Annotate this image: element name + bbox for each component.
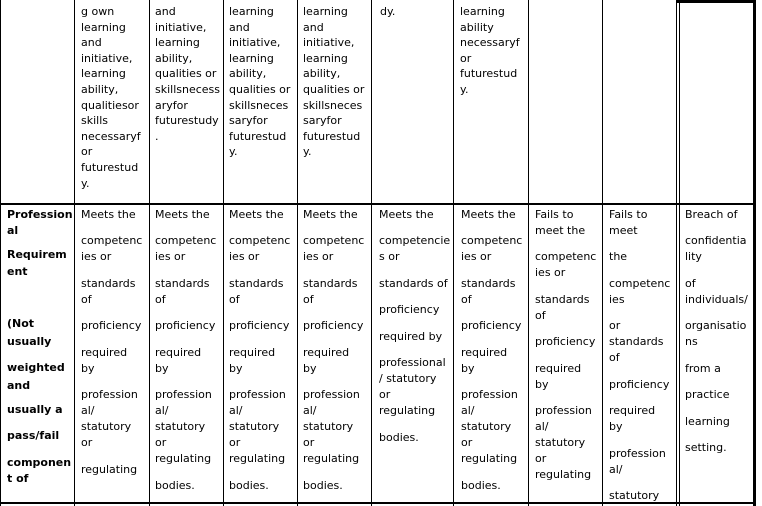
cell-line: bodies. xyxy=(303,479,343,492)
cell-line: competencie xyxy=(379,234,451,247)
cell-line: of xyxy=(609,351,620,364)
top-row-cell: g own learning and initiative, learning ability, qualitiesor skills necessaryf or futurestud y. xyxy=(81,5,141,190)
row-header-line: usually a xyxy=(7,403,63,416)
row-header-line: componen xyxy=(7,456,72,469)
cell-line: learning xyxy=(685,415,730,428)
top-row-cell: learning and initiative, learning ability, qualities or skillsneces saryfor futurestud y. xyxy=(303,5,365,159)
cell-line: or xyxy=(81,436,93,449)
cell-line: or xyxy=(535,452,547,465)
cell-line: required xyxy=(81,346,128,359)
cell-line: al/ xyxy=(229,404,243,417)
cell-line: regulating xyxy=(155,452,212,465)
cell-line: the xyxy=(609,250,628,263)
row-header-line: pass/fail xyxy=(7,429,60,442)
row-divider xyxy=(0,203,756,205)
cell-line: proficiency xyxy=(609,378,670,391)
cell-line: al/ xyxy=(609,463,623,476)
cell-line: profession xyxy=(81,388,138,401)
cell-line: al/ xyxy=(461,404,475,417)
row-header-line: Profession xyxy=(7,208,73,221)
cell-line: by xyxy=(303,362,317,375)
cell-line: statutory xyxy=(155,420,206,433)
cell-line: or xyxy=(229,436,241,449)
cell-line: competenc xyxy=(303,234,365,247)
cell-line: al/ xyxy=(81,404,95,417)
cell-line: proficiency xyxy=(303,319,364,332)
cell-line: required by xyxy=(379,330,443,343)
column-divider xyxy=(676,0,677,506)
cell-line: of xyxy=(685,277,696,290)
row-header-line: usually xyxy=(7,335,52,348)
cell-line: competenc xyxy=(461,234,523,247)
row-header-line: weighted xyxy=(7,361,65,374)
cell-line: Breach of xyxy=(685,208,738,221)
cell-line: ies or xyxy=(535,266,566,279)
cell-line: required xyxy=(535,362,582,375)
row-header-line: ent xyxy=(7,265,28,278)
cell-line: statutory xyxy=(535,436,586,449)
cell-line: lity xyxy=(685,250,702,263)
cell-line: or xyxy=(609,319,621,332)
cell-line: al/ xyxy=(535,420,549,433)
table-border-top xyxy=(677,0,756,3)
cell-line: organisatio xyxy=(685,319,747,332)
cell-line: standards xyxy=(461,277,516,290)
cell-line: ies or xyxy=(155,250,186,263)
column-divider xyxy=(679,0,680,506)
cell-line: confidentia xyxy=(685,234,747,247)
table-border-right xyxy=(753,0,756,506)
column-divider xyxy=(528,0,529,506)
column-divider xyxy=(297,0,298,506)
cell-line: Meets the xyxy=(303,208,358,221)
cell-line: standards xyxy=(81,277,136,290)
cell-line: meet xyxy=(609,224,638,237)
cell-line: Meets the xyxy=(461,208,516,221)
cell-line: or xyxy=(303,436,315,449)
cell-line: by xyxy=(155,362,169,375)
cell-line: from a xyxy=(685,362,721,375)
row-header-line: t of xyxy=(7,472,29,485)
top-row-cell: learning and initiative, learning ability, qualities or skillsneces saryfor futurestud y. xyxy=(229,5,291,159)
cell-line: proficiency xyxy=(461,319,522,332)
cell-line: regulating xyxy=(303,452,360,465)
cell-line: al/ xyxy=(155,404,169,417)
cell-line: s or xyxy=(379,250,400,263)
column-divider xyxy=(602,0,603,506)
cell-line: al/ xyxy=(303,404,317,417)
cell-line: profession xyxy=(303,388,360,401)
table-border-left xyxy=(0,0,1,506)
cell-line: ies or xyxy=(461,250,492,263)
cell-line: profession xyxy=(461,388,518,401)
cell-line: required xyxy=(303,346,350,359)
cell-line: required xyxy=(609,404,656,417)
cell-line: by xyxy=(535,378,549,391)
cell-line: of xyxy=(461,293,472,306)
cell-line: profession xyxy=(229,388,286,401)
column-divider xyxy=(453,0,454,506)
cell-line: professional xyxy=(379,356,446,369)
cell-line: standards xyxy=(229,277,284,290)
cell-line: bodies. xyxy=(379,431,419,444)
cell-line: / statutory xyxy=(379,372,437,385)
cell-line: competenc xyxy=(155,234,217,247)
cell-line: statutory xyxy=(461,420,512,433)
cell-line: practice xyxy=(685,388,730,401)
cell-line: of xyxy=(155,293,166,306)
cell-line: Meets the xyxy=(81,208,136,221)
cell-line: proficiency xyxy=(229,319,290,332)
cell-line: statutory xyxy=(303,420,354,433)
row-header-line: and xyxy=(7,379,31,392)
cell-line: profession xyxy=(609,447,666,460)
cell-line: of xyxy=(229,293,240,306)
cell-line: proficiency xyxy=(379,303,440,316)
cell-line: individuals/ xyxy=(685,293,748,306)
cell-line: standards of xyxy=(379,277,448,290)
cell-line: by xyxy=(81,362,95,375)
cell-line: ies or xyxy=(81,250,112,263)
cell-line: bodies. xyxy=(229,479,269,492)
column-divider xyxy=(223,0,224,506)
cell-line: by xyxy=(609,420,623,433)
cell-line: Meets the xyxy=(379,208,434,221)
cell-line: statutory xyxy=(609,489,660,502)
cell-line: or xyxy=(461,436,473,449)
cell-line: required xyxy=(461,346,508,359)
cell-line: competenc xyxy=(535,250,597,263)
cell-line: ns xyxy=(685,335,698,348)
cell-line: Fails to xyxy=(609,208,648,221)
cell-line: standards xyxy=(535,293,590,306)
cell-line: regulating xyxy=(81,463,138,476)
cell-line: Meets the xyxy=(155,208,210,221)
cell-line: profession xyxy=(155,388,212,401)
cell-line: proficiency xyxy=(81,319,142,332)
column-divider xyxy=(371,0,372,506)
cell-line: profession xyxy=(535,404,592,417)
cell-line: proficiency xyxy=(155,319,216,332)
row-header-line: Requirem xyxy=(7,248,67,261)
cell-line: by xyxy=(229,362,243,375)
cell-line: Meets the xyxy=(229,208,284,221)
cell-line: required xyxy=(229,346,276,359)
cell-line: or xyxy=(379,388,391,401)
top-row-cell: learning ability necessaryf or futurestud y. xyxy=(460,5,520,96)
cell-line: competenc xyxy=(81,234,143,247)
cell-line: statutory xyxy=(229,420,280,433)
cell-line: standards xyxy=(155,277,210,290)
top-row-cell: dy. xyxy=(380,5,396,18)
column-divider xyxy=(149,0,150,506)
column-divider xyxy=(74,0,75,506)
top-row-cell: and initiative, learning ability, qualities or skillsnecess aryfor futurestudy . xyxy=(155,5,221,143)
row-header-line: al xyxy=(7,224,19,237)
cell-line: regulating xyxy=(379,404,436,417)
cell-line: by xyxy=(461,362,475,375)
cell-line: statutory xyxy=(81,420,132,433)
cell-line: regulating xyxy=(535,468,592,481)
cell-line: or xyxy=(155,436,167,449)
cell-line: regulating xyxy=(229,452,286,465)
cell-line: of xyxy=(303,293,314,306)
row-header-line: (Not xyxy=(7,317,35,330)
cell-line: meet the xyxy=(535,224,586,237)
cell-line: competenc xyxy=(229,234,291,247)
cell-line: setting. xyxy=(685,441,727,454)
cell-line: proficiency xyxy=(535,335,596,348)
cell-line: competenc xyxy=(609,277,671,290)
cell-line: ies xyxy=(609,293,625,306)
cell-line: bodies. xyxy=(461,479,501,492)
cell-line: standards xyxy=(303,277,358,290)
cell-line: required xyxy=(155,346,202,359)
cell-line: standards xyxy=(609,335,664,348)
cell-line: ies or xyxy=(229,250,260,263)
cell-line: ies or xyxy=(303,250,334,263)
cell-line: of xyxy=(535,309,546,322)
cell-line: regulating xyxy=(461,452,518,465)
cell-line: Fails to xyxy=(535,208,574,221)
cell-line: of xyxy=(81,293,92,306)
cell-line: bodies. xyxy=(155,479,195,492)
